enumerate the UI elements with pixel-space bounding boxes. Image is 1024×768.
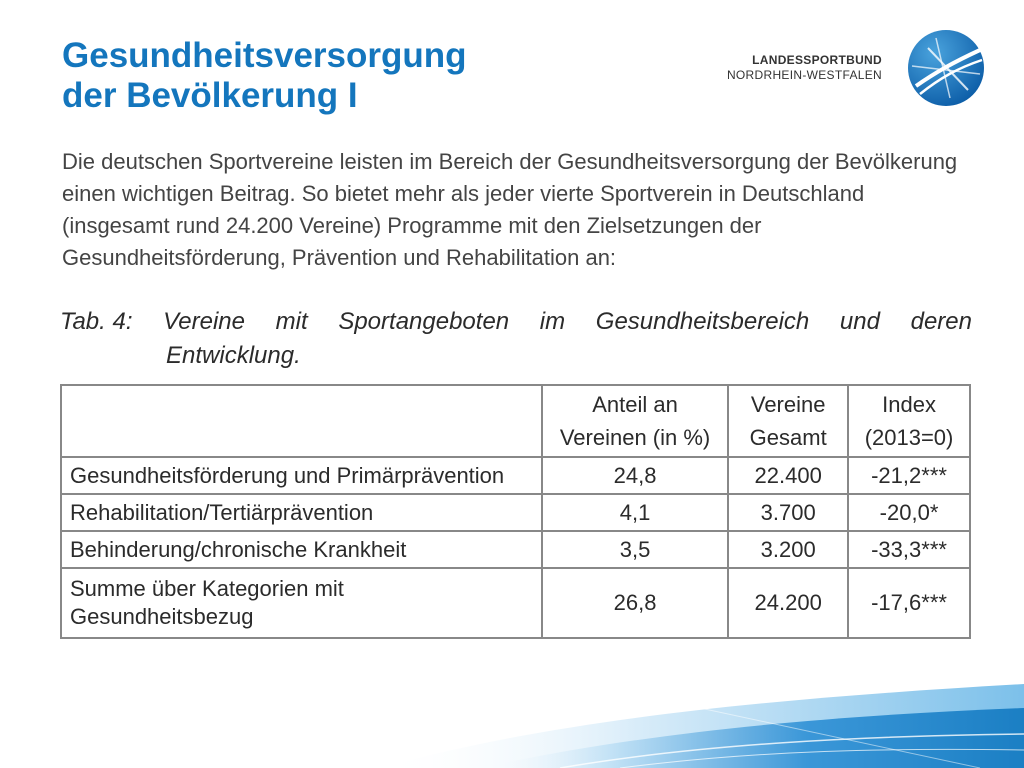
table-caption-line2: Entwicklung. [166, 342, 301, 369]
row-gesamt: 3.700 [728, 494, 848, 531]
row-gesamt: 22.400 [728, 457, 848, 494]
row-anteil: 3,5 [542, 531, 728, 568]
row-index: -20,0* [848, 494, 970, 531]
landessportbund-logo-icon [906, 28, 986, 108]
logo-text-line1: LANDESSPORTBUND [752, 53, 882, 67]
row-anteil: 4,1 [542, 494, 728, 531]
header-cell-empty [61, 385, 542, 457]
row-index: -33,3*** [848, 531, 970, 568]
header-cell-index: Index (2013=0) [848, 385, 970, 457]
health-sports-table [60, 384, 971, 639]
table-caption-label: Tab. 4: [60, 308, 133, 335]
logo-text-line2: NORDRHEIN-WESTFALEN [726, 68, 882, 82]
page-title [62, 36, 467, 116]
row-index: -21,2*** [848, 457, 970, 494]
logo-text [727, 53, 882, 83]
table-row [61, 531, 970, 568]
organization-logo [726, 28, 986, 110]
bottom-wave-decoration [0, 678, 1024, 768]
row-gesamt: 3.200 [728, 531, 848, 568]
table-row [61, 494, 970, 531]
header-cell-anteil: Anteil an Vereinen (in %) [542, 385, 728, 457]
table-caption-word: Gesundheitsbereich [595, 308, 810, 335]
row-category: Behinderung/chronische Krankheit [61, 531, 542, 568]
intro-paragraph: Die deutschen Sportvereine leisten im Bereich der Gesundheitsversorgung der Bevölkerung einen wichtigen Beitrag. So bietet mehr als jeder vierte Sportverein in Deutschland (insgesamt rund 24.200 Vereine) Programme mit den Zielsetzungen der Gesundheitsförderung, Prävention und Rehabilitation an: [62, 149, 958, 270]
table-row [61, 457, 970, 494]
table-caption-word: Sportangeboten [338, 308, 510, 335]
header-cell-gesamt: Vereine Gesamt [728, 385, 848, 457]
page-title-line1: Gesundheitsversorgung [62, 36, 467, 75]
table-caption [60, 305, 975, 373]
table-caption-line1 [60, 305, 972, 339]
table-caption-word: und [839, 308, 880, 335]
table-row-total [61, 568, 970, 638]
table-header-row [61, 385, 970, 457]
page-title-line2: der Bevölkerung I [62, 76, 358, 115]
row-category: Summe über Kategorien mit Gesundheitsbezug [61, 568, 542, 638]
row-gesamt: 24.200 [728, 568, 848, 638]
table-caption-word: Vereine [163, 308, 246, 335]
row-anteil: 26,8 [542, 568, 728, 638]
table-caption-word: deren [910, 308, 972, 335]
table-caption-word: mit [275, 308, 308, 335]
row-index: -17,6*** [848, 568, 970, 638]
row-category: Rehabilitation/Tertiärprävention [61, 494, 542, 531]
row-category: Gesundheitsförderung und Primärprävention [61, 457, 542, 494]
table-caption-word: im [539, 308, 566, 335]
row-anteil: 24,8 [542, 457, 728, 494]
